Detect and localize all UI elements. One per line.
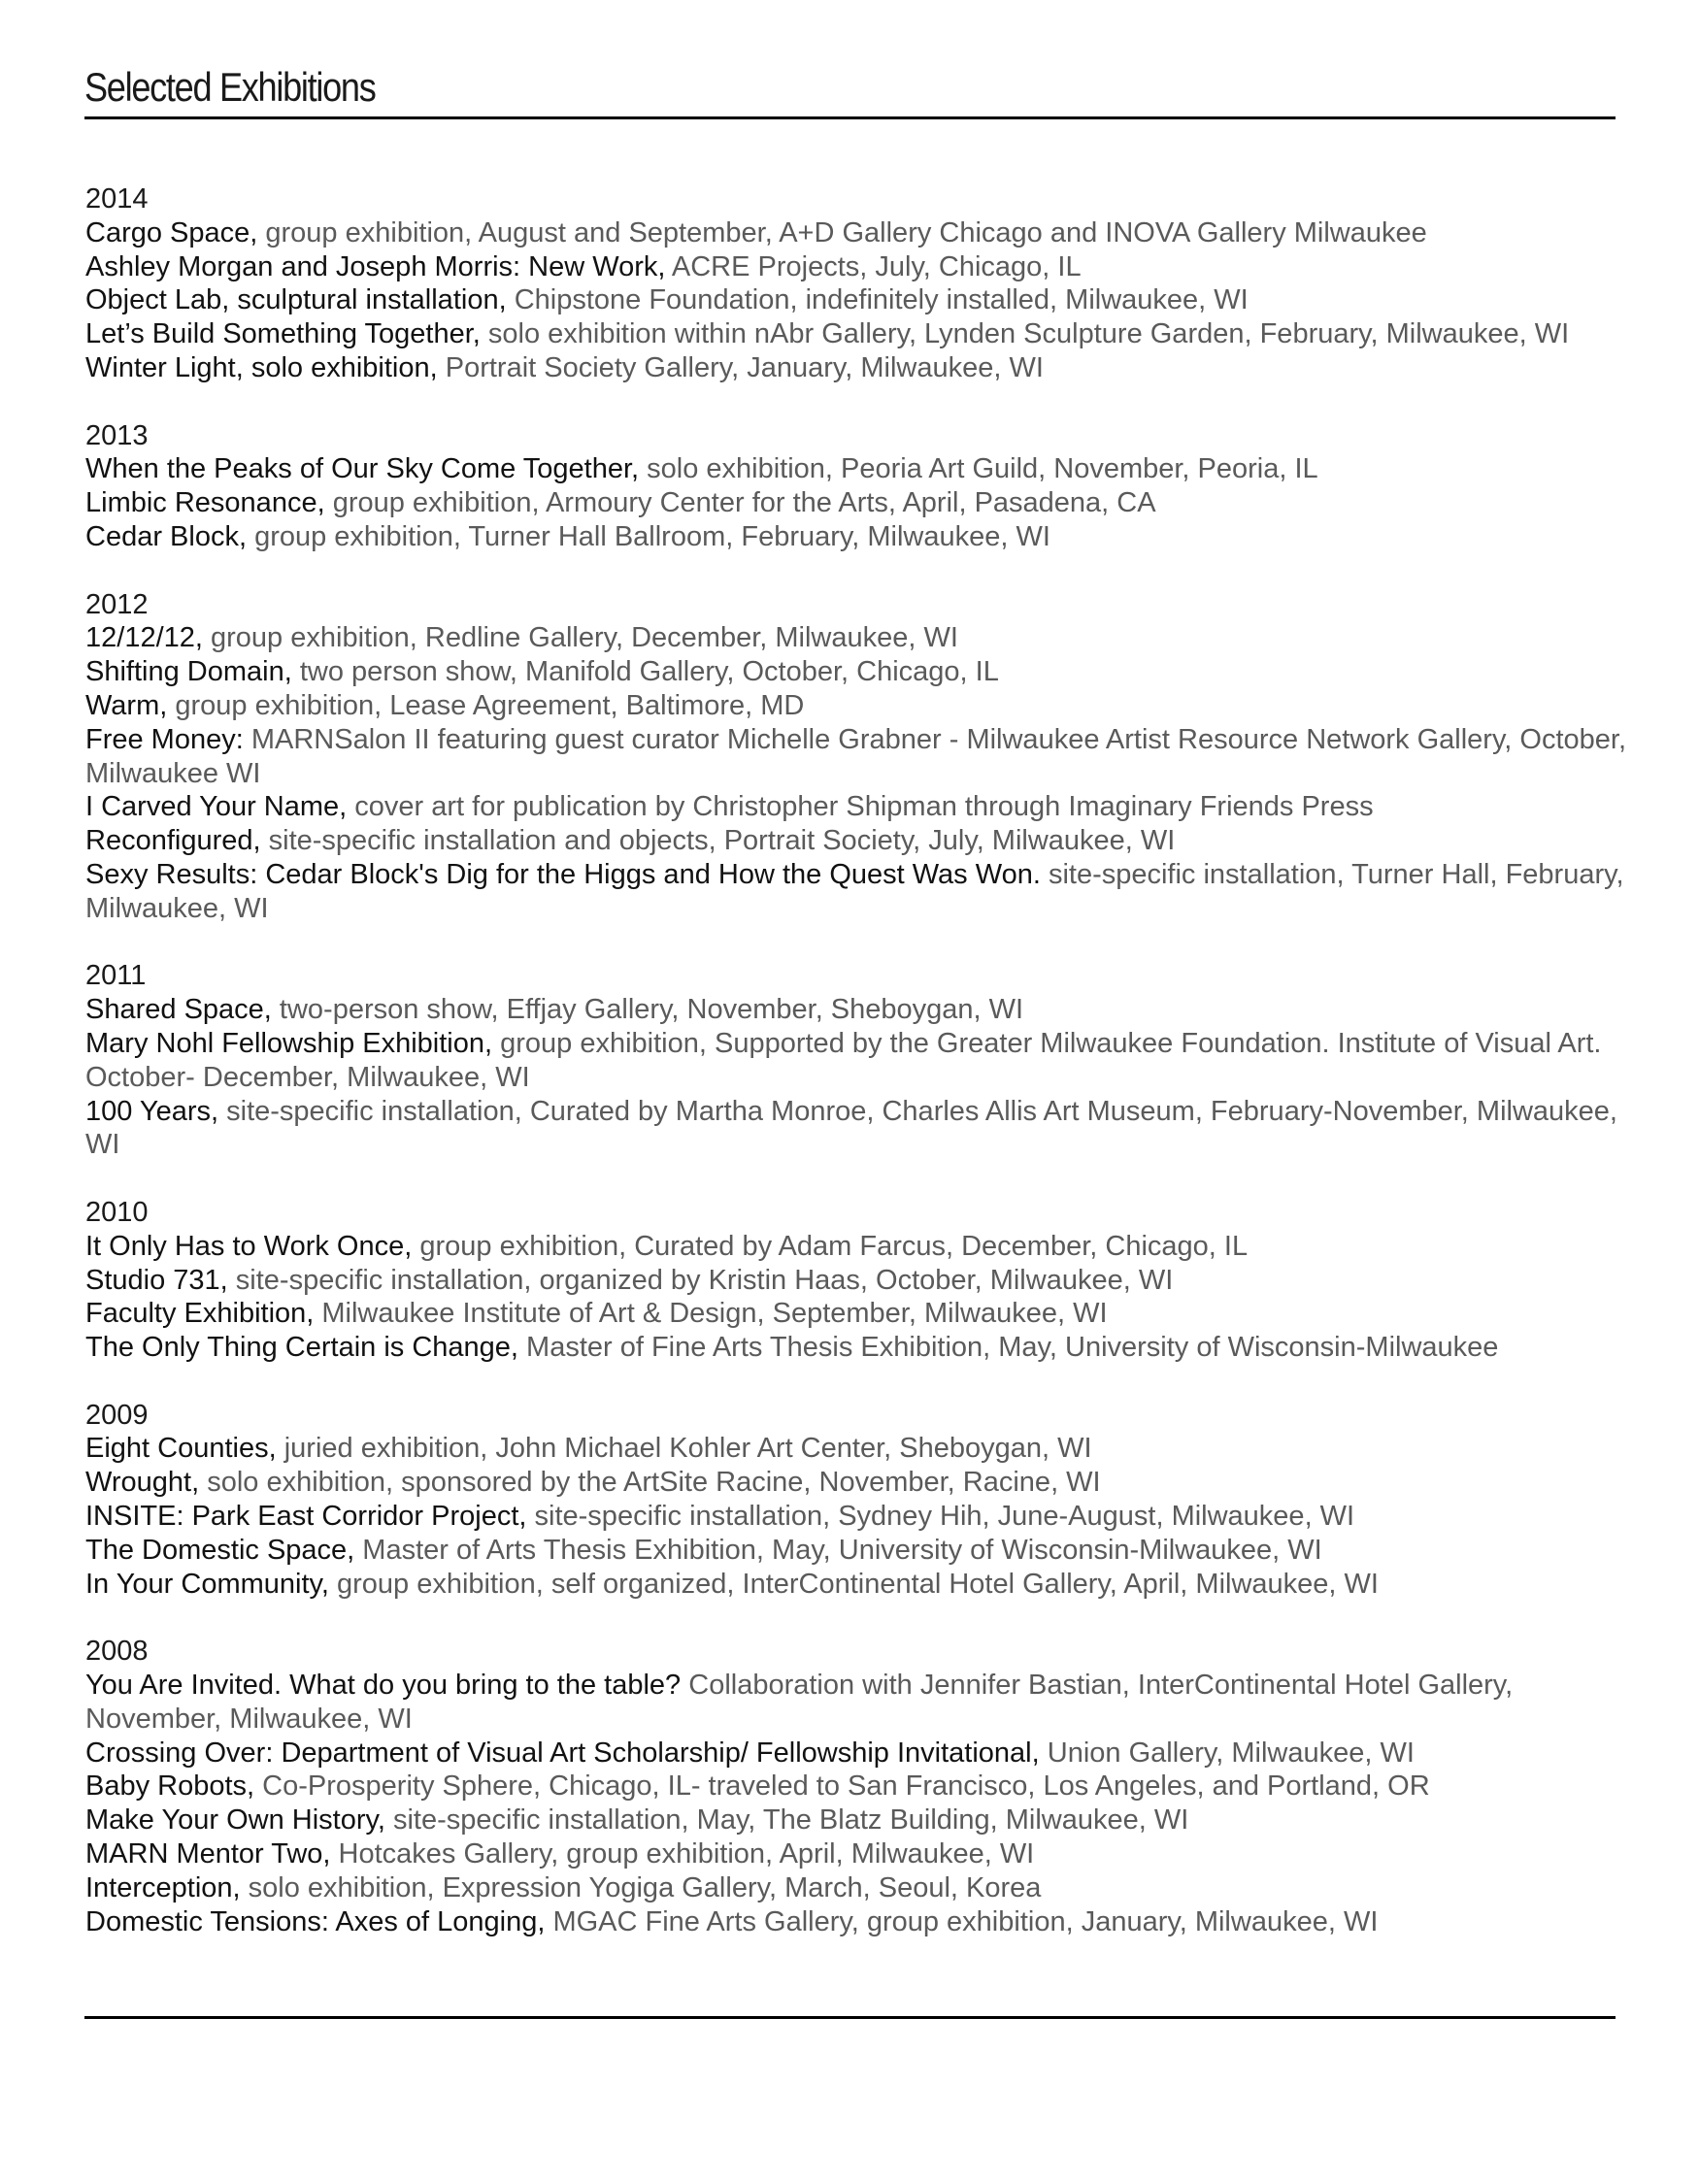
exhibition-detail: group exhibition, Armoury Center for the Arts, April, Pasadena, CA — [324, 487, 1156, 519]
exhibition-detail: group exhibition, Redline Gallery, December, Milwaukee, WI — [202, 622, 958, 654]
exhibition-entry — [85, 317, 1639, 351]
exhibition-title: Domestic Tensions: Axes of Longing, — [85, 1905, 546, 1937]
exhibition-detail: site-specific installation, Curated by Martha Monroe, Charles Allis Art Museum, February-November, Milwaukee, WI — [85, 1095, 1617, 1161]
exhibition-entry — [85, 1264, 1639, 1298]
year-heading: 2014 — [85, 183, 149, 215]
exhibition-entry — [85, 1230, 1639, 1264]
year-heading: 2013 — [85, 419, 149, 451]
exhibition-entry — [85, 486, 1639, 520]
exhibition-entry — [85, 1803, 1639, 1837]
exhibition-detail: solo exhibition, Peoria Art Guild, November, Peoria, IL — [639, 453, 1318, 485]
exhibition-entry — [85, 1669, 1639, 1737]
exhibition-detail: solo exhibition, Expression Yogiga Gallery, March, Seoul, Korea — [240, 1871, 1042, 1903]
exhibition-detail: solo exhibition, sponsored by the ArtSite Racine, November, Racine, WI — [199, 1467, 1101, 1499]
year-heading: 2012 — [85, 588, 149, 620]
year-block-2014 — [85, 182, 1639, 385]
exhibition-detail: group exhibition, Turner Hall Ballroom, February, Milwaukee, WI — [247, 520, 1050, 552]
exhibition-detail: Hotcakes Gallery, group exhibition, April, Milwaukee, WI — [330, 1838, 1035, 1870]
exhibition-entry — [85, 250, 1639, 284]
exhibition-title: When the Peaks of Our Sky Come Together, — [85, 453, 640, 485]
bottom-rule — [84, 2016, 1616, 2019]
exhibition-title: Sexy Results: Cedar Block's Dig for the Higgs and How the Quest Was Won. — [85, 858, 1041, 890]
year-block-2009 — [85, 1399, 1639, 1602]
exhibition-list — [85, 182, 1639, 1972]
exhibition-entry — [85, 993, 1639, 1027]
exhibition-title: Faculty Exhibition, — [85, 1298, 315, 1330]
exhibition-title: Warm, — [85, 689, 168, 721]
exhibition-title: Make Your Own History, — [85, 1804, 385, 1837]
exhibition-detail: group exhibition, Lease Agreement, Baltimore, MD — [167, 689, 805, 721]
exhibition-title: Reconfigured, — [85, 825, 261, 857]
exhibition-detail: Collaboration with Jennifer Bastian, InterContinental Hotel Gallery, November, Milwaukee, WI — [85, 1670, 1514, 1735]
exhibition-title: Cargo Space, — [85, 216, 258, 248]
exhibition-entry — [85, 1568, 1639, 1602]
year-block-2010 — [85, 1196, 1639, 1365]
exhibition-entry — [85, 1331, 1639, 1365]
exhibition-entry — [85, 1871, 1639, 1905]
exhibition-detail: MGAC Fine Arts Gallery, group exhibition, January, Milwaukee, WI — [545, 1905, 1379, 1937]
exhibition-detail: group exhibition, self organized, InterContinental Hotel Gallery, April, Milwaukee, WI — [328, 1568, 1379, 1600]
exhibition-detail: MARNSalon II featuring guest curator Michelle Grabner - Milwaukee Artist Resource Network Gallery, October, Milwaukee WI — [85, 723, 1627, 789]
exhibition-title: Ashley Morgan and Joseph Morris: New Work, — [85, 250, 666, 282]
exhibition-entry — [85, 1500, 1639, 1534]
exhibition-entry — [85, 689, 1639, 723]
exhibition-title: Baby Robots, — [85, 1770, 255, 1803]
exhibition-entry — [85, 1534, 1639, 1568]
year-heading: 2011 — [85, 960, 147, 992]
exhibition-detail: Milwaukee Institute of Art & Design, September, Milwaukee, WI — [314, 1298, 1108, 1330]
year-heading: 2009 — [85, 1399, 149, 1431]
exhibition-detail: Master of Arts Thesis Exhibition, May, University of Wisconsin-Milwaukee, WI — [354, 1534, 1322, 1566]
exhibition-entry — [85, 1432, 1639, 1466]
exhibition-detail: Portrait Society Gallery, January, Milwaukee, WI — [437, 351, 1044, 383]
exhibition-title: It Only Has to Work Once, — [85, 1230, 413, 1262]
page-title: Selected Exhibitions — [84, 64, 376, 110]
exhibition-detail: Master of Fine Arts Thesis Exhibition, May, University of Wisconsin-Milwaukee — [517, 1332, 1499, 1364]
exhibition-detail: ACRE Projects, July, Chicago, IL — [665, 250, 1082, 282]
exhibition-title: Interception, — [85, 1871, 241, 1903]
exhibition-title: Shifting Domain, — [85, 656, 292, 688]
exhibition-title: I Carved Your Name, — [85, 791, 348, 823]
year-block-2013 — [85, 419, 1639, 554]
exhibition-entry — [85, 858, 1639, 926]
exhibition-entry — [85, 1027, 1639, 1095]
exhibition-title: Winter Light, solo exhibition, — [85, 351, 438, 383]
exhibition-title: INSITE: Park East Corridor Project, — [85, 1501, 527, 1533]
exhibition-title: 100 Years, — [85, 1095, 219, 1127]
exhibition-entry — [85, 1466, 1639, 1500]
exhibition-title: Mary Nohl Fellowship Exhibition, — [85, 1027, 493, 1059]
exhibition-entry — [85, 790, 1639, 824]
title-underline — [84, 116, 1616, 119]
exhibition-detail: Chipstone Foundation, indefinitely installed, Milwaukee, WI — [506, 284, 1249, 316]
year-block-2011 — [85, 959, 1639, 1162]
exhibition-entry — [85, 655, 1639, 689]
exhibition-entry — [85, 723, 1639, 791]
exhibition-title: Free Money: — [85, 723, 244, 755]
exhibition-title: You Are Invited. What do you bring to the table? — [85, 1670, 682, 1702]
exhibition-title: Let’s Build Something Together, — [85, 318, 481, 350]
exhibition-entry — [85, 283, 1639, 317]
exhibition-detail: group exhibition, Supported by the Greater Milwaukee Foundation. Institute of Visual Art. October- December, Milwaukee, WI — [85, 1027, 1602, 1093]
exhibition-entry — [85, 520, 1639, 554]
exhibition-entry — [85, 1095, 1639, 1163]
exhibition-title: The Domestic Space, — [85, 1534, 355, 1566]
exhibition-detail: site-specific installation, organized by Kristin Haas, October, Milwaukee, WI — [227, 1264, 1174, 1296]
exhibition-title: Limbic Resonance, — [85, 487, 325, 519]
year-block-2008 — [85, 1635, 1639, 1938]
exhibition-title: The Only Thing Certain is Change, — [85, 1332, 518, 1364]
year-heading: 2010 — [85, 1196, 149, 1228]
exhibition-entry — [85, 452, 1639, 486]
exhibition-entry — [85, 1297, 1639, 1331]
exhibition-entry — [85, 1905, 1639, 1939]
exhibition-detail: cover art for publication by Christopher Shipman through Imaginary Friends Press — [347, 791, 1374, 823]
exhibition-detail: site-specific installation, Sydney Hih, June-August, Milwaukee, WI — [526, 1501, 1355, 1533]
exhibition-detail: site-specific installation, May, The Blatz Building, Milwaukee, WI — [384, 1804, 1189, 1837]
exhibition-detail: group exhibition, August and September, A+D Gallery Chicago and INOVA Gallery Milwaukee — [257, 216, 1427, 248]
exhibition-entry — [85, 824, 1639, 858]
exhibition-title: Crossing Over: Department of Visual Art Scholarship/ Fellowship Invitational, — [85, 1737, 1040, 1769]
year-block-2012 — [85, 588, 1639, 926]
exhibition-entry — [85, 1837, 1639, 1871]
exhibition-detail: two-person show, Effjay Gallery, November, Sheboygan, WI — [271, 994, 1024, 1026]
exhibition-detail: juried exhibition, John Michael Kohler Art Center, Sheboygan, WI — [276, 1433, 1092, 1465]
exhibition-detail: two person show, Manifold Gallery, October, Chicago, IL — [291, 656, 999, 688]
exhibition-entry — [85, 1770, 1639, 1803]
exhibition-title: Object Lab, sculptural installation, — [85, 284, 507, 316]
exhibition-detail: site-specific installation and objects, Portrait Society, July, Milwaukee, WI — [260, 825, 1176, 857]
exhibition-title: MARN Mentor Two, — [85, 1838, 331, 1870]
exhibition-entry — [85, 216, 1639, 250]
exhibition-entry — [85, 1737, 1639, 1770]
exhibition-entry — [85, 351, 1639, 385]
exhibition-title: Shared Space, — [85, 994, 272, 1026]
exhibition-detail: Co-Prosperity Sphere, Chicago, IL- traveled to San Francisco, Los Angeles, and Portland, OR — [254, 1770, 1430, 1803]
exhibition-title: Cedar Block, — [85, 520, 248, 552]
exhibition-detail: solo exhibition within nAbr Gallery, Lynden Sculpture Garden, February, Milwaukee, WI — [480, 318, 1570, 350]
exhibition-title: 12/12/12, — [85, 622, 203, 654]
exhibition-title: Studio 731, — [85, 1264, 228, 1296]
year-heading: 2008 — [85, 1636, 149, 1668]
exhibition-detail: group exhibition, Curated by Adam Farcus, December, Chicago, IL — [412, 1230, 1249, 1262]
exhibition-detail: Union Gallery, Milwaukee, WI — [1039, 1737, 1415, 1769]
exhibition-entry — [85, 621, 1639, 655]
exhibition-detail: site-specific installation, Turner Hall, February, Milwaukee, WI — [85, 858, 1624, 924]
exhibition-title: In Your Community, — [85, 1568, 329, 1600]
exhibition-title: Wrought, — [85, 1467, 200, 1499]
exhibition-title: Eight Counties, — [85, 1433, 277, 1465]
